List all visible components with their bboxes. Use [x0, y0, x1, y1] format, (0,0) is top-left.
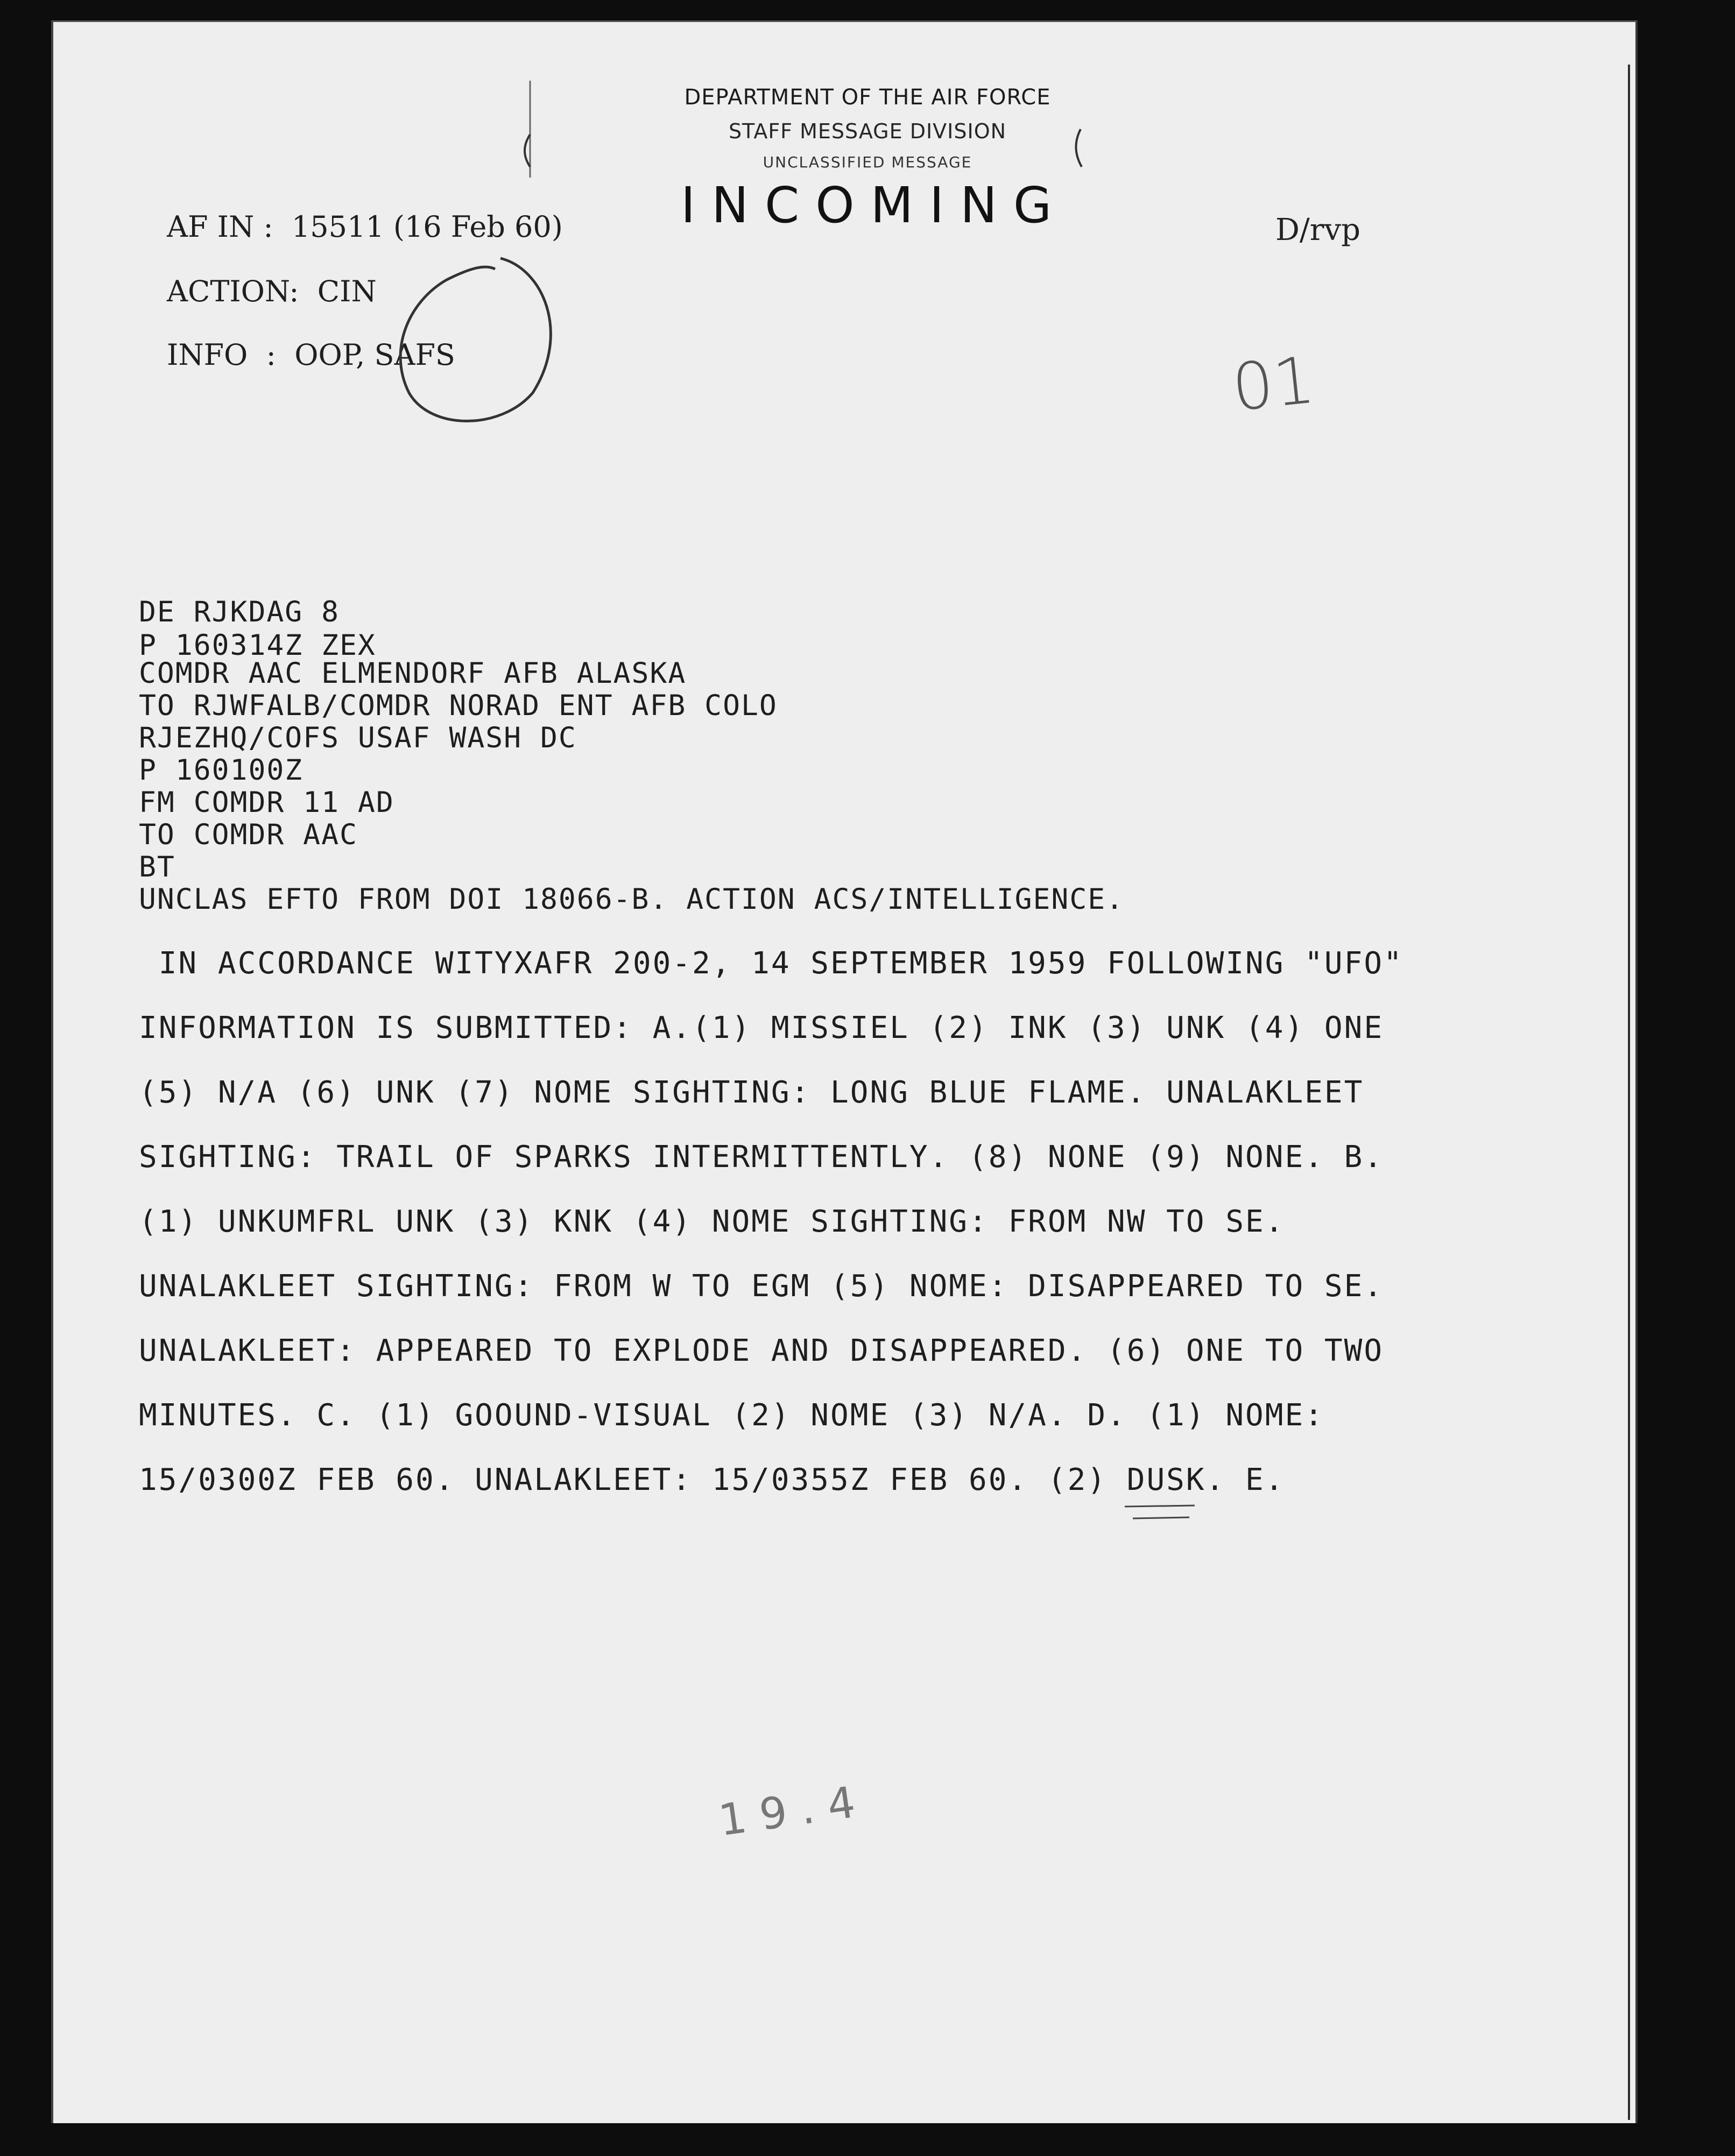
info-label: INFO :	[167, 338, 276, 372]
action-label: ACTION:	[167, 274, 299, 308]
af-in-label: AF IN :	[167, 210, 273, 244]
underline-mark	[1125, 1505, 1195, 1518]
teletype-line: TO RJWFALB/COMDR NORAD ENT AFB COLO	[139, 689, 778, 722]
body-line: (1) UNKUMFRL UNK (3) KNK (4) NOME SIGHTING: FROM NW TO SE.	[139, 1204, 1285, 1239]
teletype-line: COMDR AAC ELMENDORF AFB ALASKA	[139, 657, 687, 690]
teletype-line: DE RJKDAG 8	[139, 596, 340, 628]
teletype-line: UNCLAS EFTO FROM DOI 18066-B. ACTION ACS/INTELLIGENCE.	[139, 883, 1125, 916]
teletype-line: P 160100Z	[139, 754, 304, 787]
af-in-value: 15511 (16 Feb 60)	[291, 210, 563, 244]
teletype-line: FM COMDR 11 AD	[139, 786, 394, 819]
division-heading: STAFF MESSAGE DIVISION	[728, 119, 1007, 143]
body-line: UNALAKLEET SIGHTING: FROM W TO EGM (5) NOME: DISAPPEARED TO SE.	[139, 1269, 1384, 1304]
handwritten-page-number: 01	[1229, 343, 1318, 426]
teletype-line: TO COMDR AAC	[139, 818, 358, 851]
info-value: OOP, SAFS	[294, 338, 455, 372]
teletype-line: BT	[139, 851, 175, 883]
handwritten-bottom-note: 1 9 . 4	[715, 1777, 858, 1846]
teletype-line: RJEZHQ/COFS USAF WASH DC	[139, 722, 577, 754]
body-line: SIGHTING: TRAIL OF SPARKS INTERMITTENTLY. (8) NONE (9) NONE. B.	[139, 1140, 1384, 1175]
body-line: (5) N/A (6) UNK (7) NOME SIGHTING: LONG BLUE FLAME. UNALAKLEET	[139, 1075, 1364, 1110]
department-heading: DEPARTMENT OF THE AIR FORCE	[684, 85, 1051, 110]
action-value: CIN	[317, 274, 377, 308]
routing-circle-mark	[400, 258, 551, 421]
body-line: INFORMATION IS SUBMITTED: A.(1) MISSIEL (2) INK (3) UNK (4) ONE	[139, 1010, 1384, 1045]
body-line: MINUTES. C. (1) GOOUND-VISUAL (2) NOME (3) N/A. D. (1) NOME:	[139, 1398, 1324, 1433]
body-line: IN ACCORDANCE WITYXAFR 200-2, 14 SEPTEMBER 1959 FOLLOWING "UFO"	[139, 946, 1403, 981]
parenthesis-mark-right	[1076, 129, 1082, 167]
body-line: 15/0300Z FEB 60. UNALAKLEET: 15/0355Z FEB 60. (2) DUSK. E.	[139, 1462, 1285, 1497]
body-line: UNALAKLEET: APPEARED TO EXPLODE AND DISAPPEARED. (6) ONE TO TWO	[139, 1333, 1384, 1368]
message-type-heading: INCOMING	[681, 176, 1068, 234]
teletype-line: P 160314Z ZEX	[139, 629, 376, 662]
routing-stamp: D/rvp	[1275, 213, 1361, 248]
classification-heading: UNCLASSIFIED MESSAGE	[763, 153, 972, 171]
